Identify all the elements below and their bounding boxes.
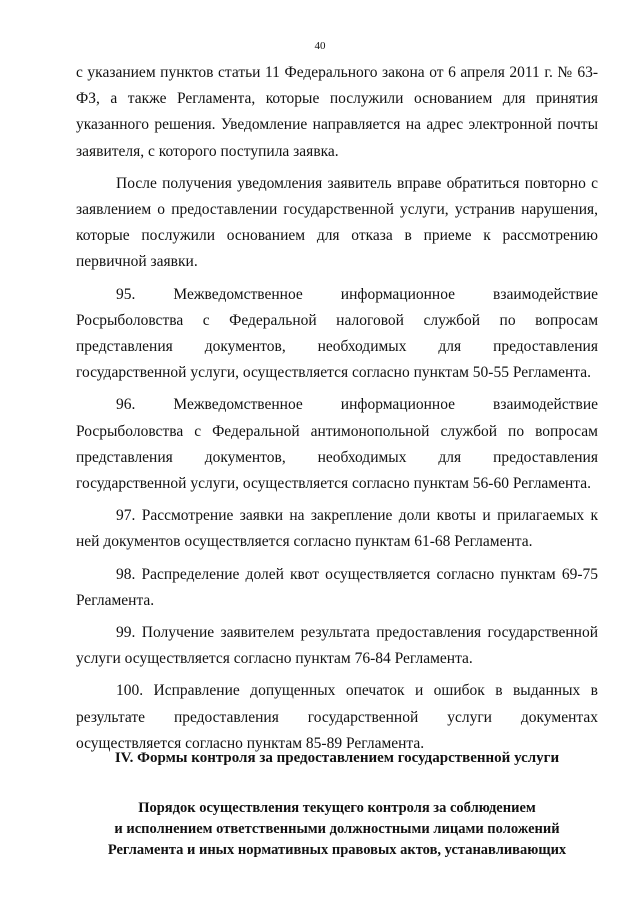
paragraph-96: 96. Межведомственное информационное взаимодействие Росрыболовства с Федеральной антимонопольной службой по вопросам представления документов, необходимых для предоставления государственной услуги, осуществляется согласно пунктам 56-60 Регламента. bbox=[76, 396, 598, 493]
paragraph-97: 97. Рассмотрение заявки на закрепление доли квоты и прилагаемых к ней документов осуществляется согласно пунктам 61-68 Регламента. bbox=[76, 507, 598, 551]
paragraph-continuation: с указанием пунктов статьи 11 Федерального закона от 6 апреля 2011 г. № 63-ФЗ, а также Регламента, которые послужили основанием для принятия указанного решения. Уведомление направляется на адрес электронной почты заявителя, с которого поступила заявка. bbox=[76, 64, 598, 160]
subsection-heading-line: Порядок осуществления текущего контроля за соблюдением bbox=[138, 800, 536, 816]
paragraph-resubmission: После получения уведомления заявитель вправе обратиться повторно с заявлением о предоставлении государственной услуги, устранив нарушения, которые послужили основанием для отказа в приеме к рассмотрению первичной заявки. bbox=[76, 174, 598, 271]
subsection-heading bbox=[76, 798, 598, 861]
subsection-heading-line: Регламента и иных нормативных правовых актов, устанавливающих bbox=[107, 842, 567, 858]
paragraph-100: 100. Исправление допущенных опечаток и ошибок в выданных в результате предоставления государственной услуги документах осуществляется согласно пунктам 85-89 Регламента. bbox=[76, 682, 598, 752]
section-heading: IV. Формы контроля за предоставлением государственной услуги bbox=[114, 750, 560, 766]
body-text bbox=[76, 60, 598, 763]
subsection-heading-line: и исполнением ответственными должностными лицами положений bbox=[114, 821, 560, 837]
paragraph-98: 98. Распределение долей квот осуществляется согласно пунктам 69-75 Регламента. bbox=[76, 565, 598, 609]
page-number: 40 bbox=[314, 40, 326, 52]
paragraph-95: 95. Межведомственное информационное взаимодействие Росрыболовства с Федеральной налоговой службой по вопросам представления документов, необходимых для предоставления государственной услуги, осуществляется согласно пунктам 50-55 Регламента. bbox=[76, 285, 598, 382]
paragraph-99: 99. Получение заявителем результата предоставления государственной услуги осуществляется согласно пунктам 76-84 Регламента. bbox=[76, 624, 598, 668]
